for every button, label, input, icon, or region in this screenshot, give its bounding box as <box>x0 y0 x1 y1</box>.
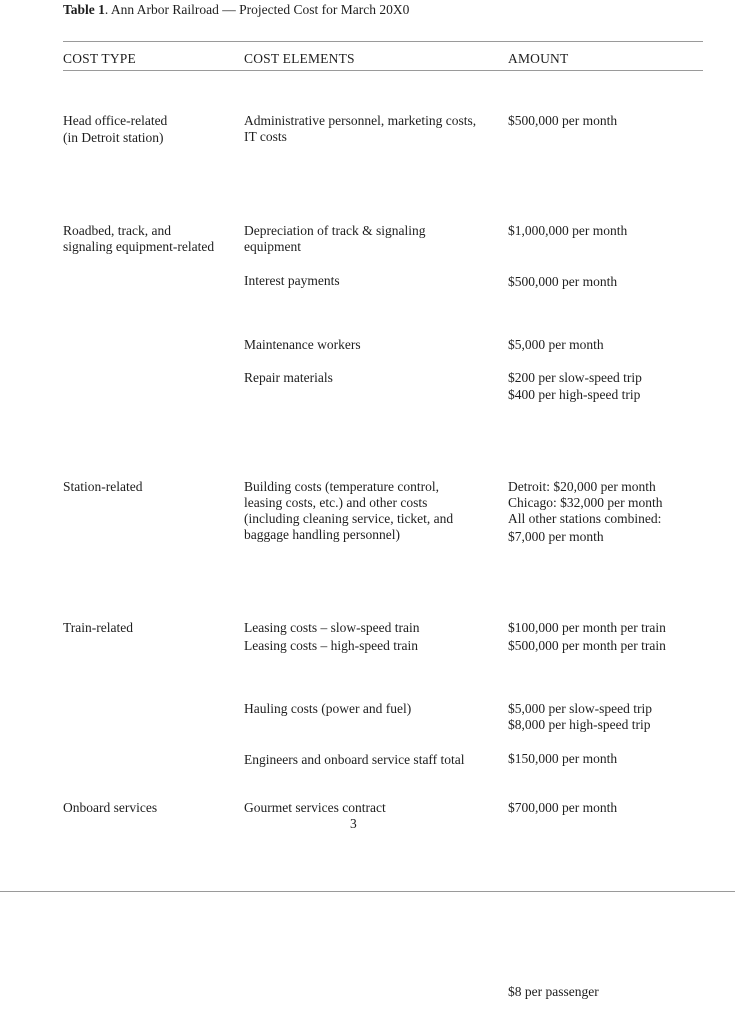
header-top-rule <box>63 41 703 42</box>
table-caption <box>63 2 409 18</box>
element-maintenance: Maintenance workers <box>244 337 361 352</box>
element-gourmet: Gourmet services contract <box>244 800 386 815</box>
page-break-rule <box>0 891 735 892</box>
amount-hauling: $5,000 per slow-speed trip $8,000 per high-speed trip <box>508 701 652 732</box>
amount-leasing: $100,000 per month per train $500,000 per month per train <box>508 620 666 653</box>
column-header-cost-type: COST TYPE <box>63 51 136 66</box>
element-administrative: Administrative personnel, marketing costs, IT costs <box>244 113 477 144</box>
amount-head-office: $500,000 per month <box>508 113 618 128</box>
cost-type-onboard: Onboard services <box>63 800 158 815</box>
cost-type-roadbed: Roadbed, track, and signaling equipment-related <box>63 223 215 254</box>
table-title: . Ann Arbor Railroad — Projected Cost for March 20X0 <box>104 2 410 17</box>
page-number: 3 <box>350 816 357 831</box>
column-header-cost-elements: COST ELEMENTS <box>244 51 355 66</box>
amount-station: Detroit: $20,000 per month Chicago: $32,000 per month All other stations combined: $7,000 per month <box>508 479 663 544</box>
amount-interest: $500,000 per month <box>508 274 618 289</box>
cost-type-train: Train-related <box>63 620 133 635</box>
element-repair: Repair materials <box>244 370 333 385</box>
amount-maintenance: $5,000 per month <box>508 337 604 352</box>
cost-type-station: Station-related <box>63 479 143 494</box>
element-building: Building costs (temperature control, leasing costs, etc.) and other costs (including cleaning service, ticket, and baggage handling personnel) <box>244 479 454 542</box>
amount-depreciation: $1,000,000 per month <box>508 223 628 238</box>
element-hauling: Hauling costs (power and fuel) <box>244 701 412 716</box>
amount-repair: $200 per slow-speed trip $400 per high-speed trip <box>508 370 642 402</box>
amount-gourmet: $700,000 per month <box>508 800 618 815</box>
amount-staff: $150,000 per month <box>508 751 618 766</box>
amount-per-passenger: $8 per passenger <box>508 984 599 999</box>
cost-type-head-office: Head office-related (in Detroit station) <box>63 113 168 145</box>
column-header-amount: AMOUNT <box>508 51 569 66</box>
table-label: Table 1 <box>63 2 105 17</box>
element-staff: Engineers and onboard service staff total <box>244 752 465 767</box>
element-interest: Interest payments <box>244 273 340 288</box>
element-leasing: Leasing costs – slow-speed train Leasing costs – high-speed train <box>244 620 420 653</box>
header-bottom-rule <box>63 70 703 71</box>
element-depreciation: Depreciation of track & signaling equipment <box>244 223 426 254</box>
